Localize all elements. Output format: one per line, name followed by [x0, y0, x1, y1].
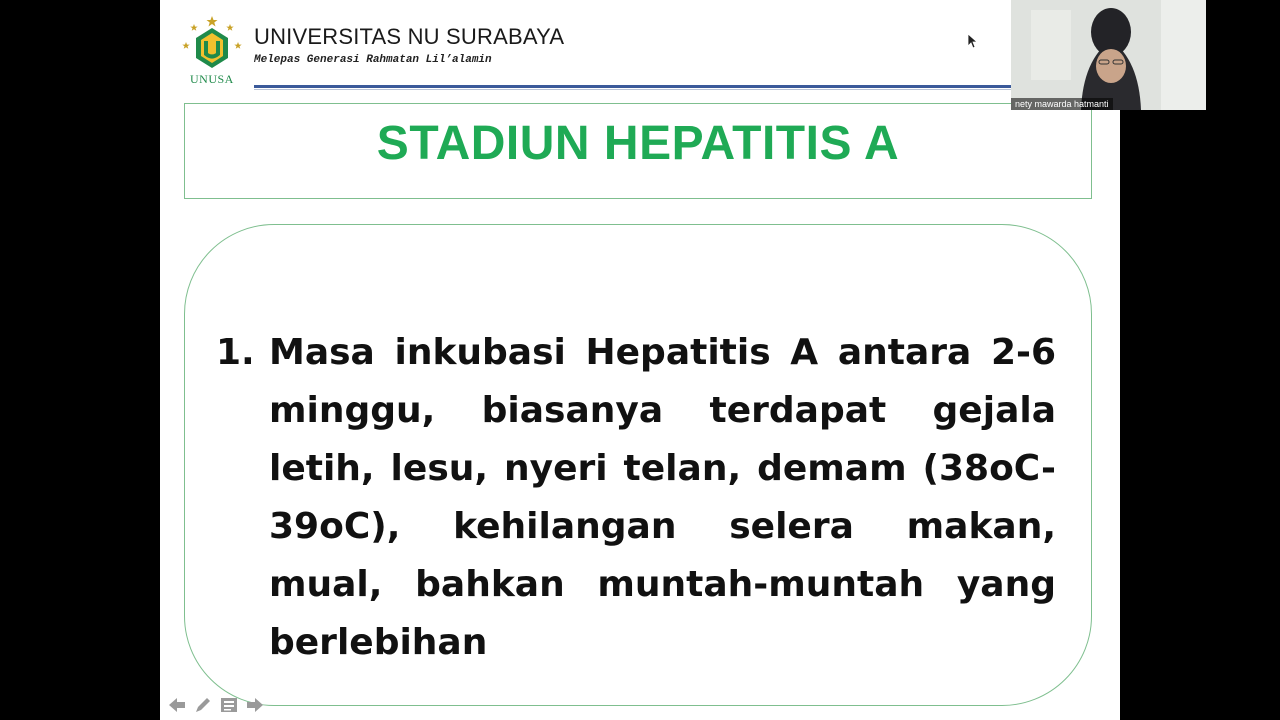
list-item-number: 1. — [216, 332, 255, 373]
university-name: UNIVERSITAS NU SURABAYA — [254, 24, 565, 49]
arrow-left-icon[interactable] — [166, 694, 188, 716]
header-divider-thin — [254, 89, 1014, 90]
presentation-slide — [160, 0, 1120, 720]
presentation-controls — [166, 694, 266, 716]
list-item-text: Masa inkubasi Hepatitis A antara 2-6 minggu, biasanya terdapat gejala letih, lesu, nyeri telan, demam (38oC-39oC), kehilangan selera makan, mual, bahkan muntah-muntah yang berlebihan — [269, 332, 1056, 663]
participant-name: nety mawarda hatmanti — [1011, 98, 1113, 110]
title-box — [184, 103, 1092, 199]
pen-icon[interactable] — [192, 694, 214, 716]
participant-video — [1011, 0, 1206, 110]
menu-icon[interactable] — [218, 694, 240, 716]
logo-text: UNUSA — [190, 72, 234, 86]
mouse-cursor-icon — [967, 33, 977, 49]
header-divider — [254, 85, 1014, 88]
webcam-thumbnail[interactable] — [1011, 0, 1206, 110]
slide-title: STADIUN HEPATITIS A — [376, 117, 900, 170]
arrow-right-icon[interactable] — [244, 694, 266, 716]
university-tagline: Melepas Generasi Rahmatan Lil’alamin — [254, 54, 492, 66]
